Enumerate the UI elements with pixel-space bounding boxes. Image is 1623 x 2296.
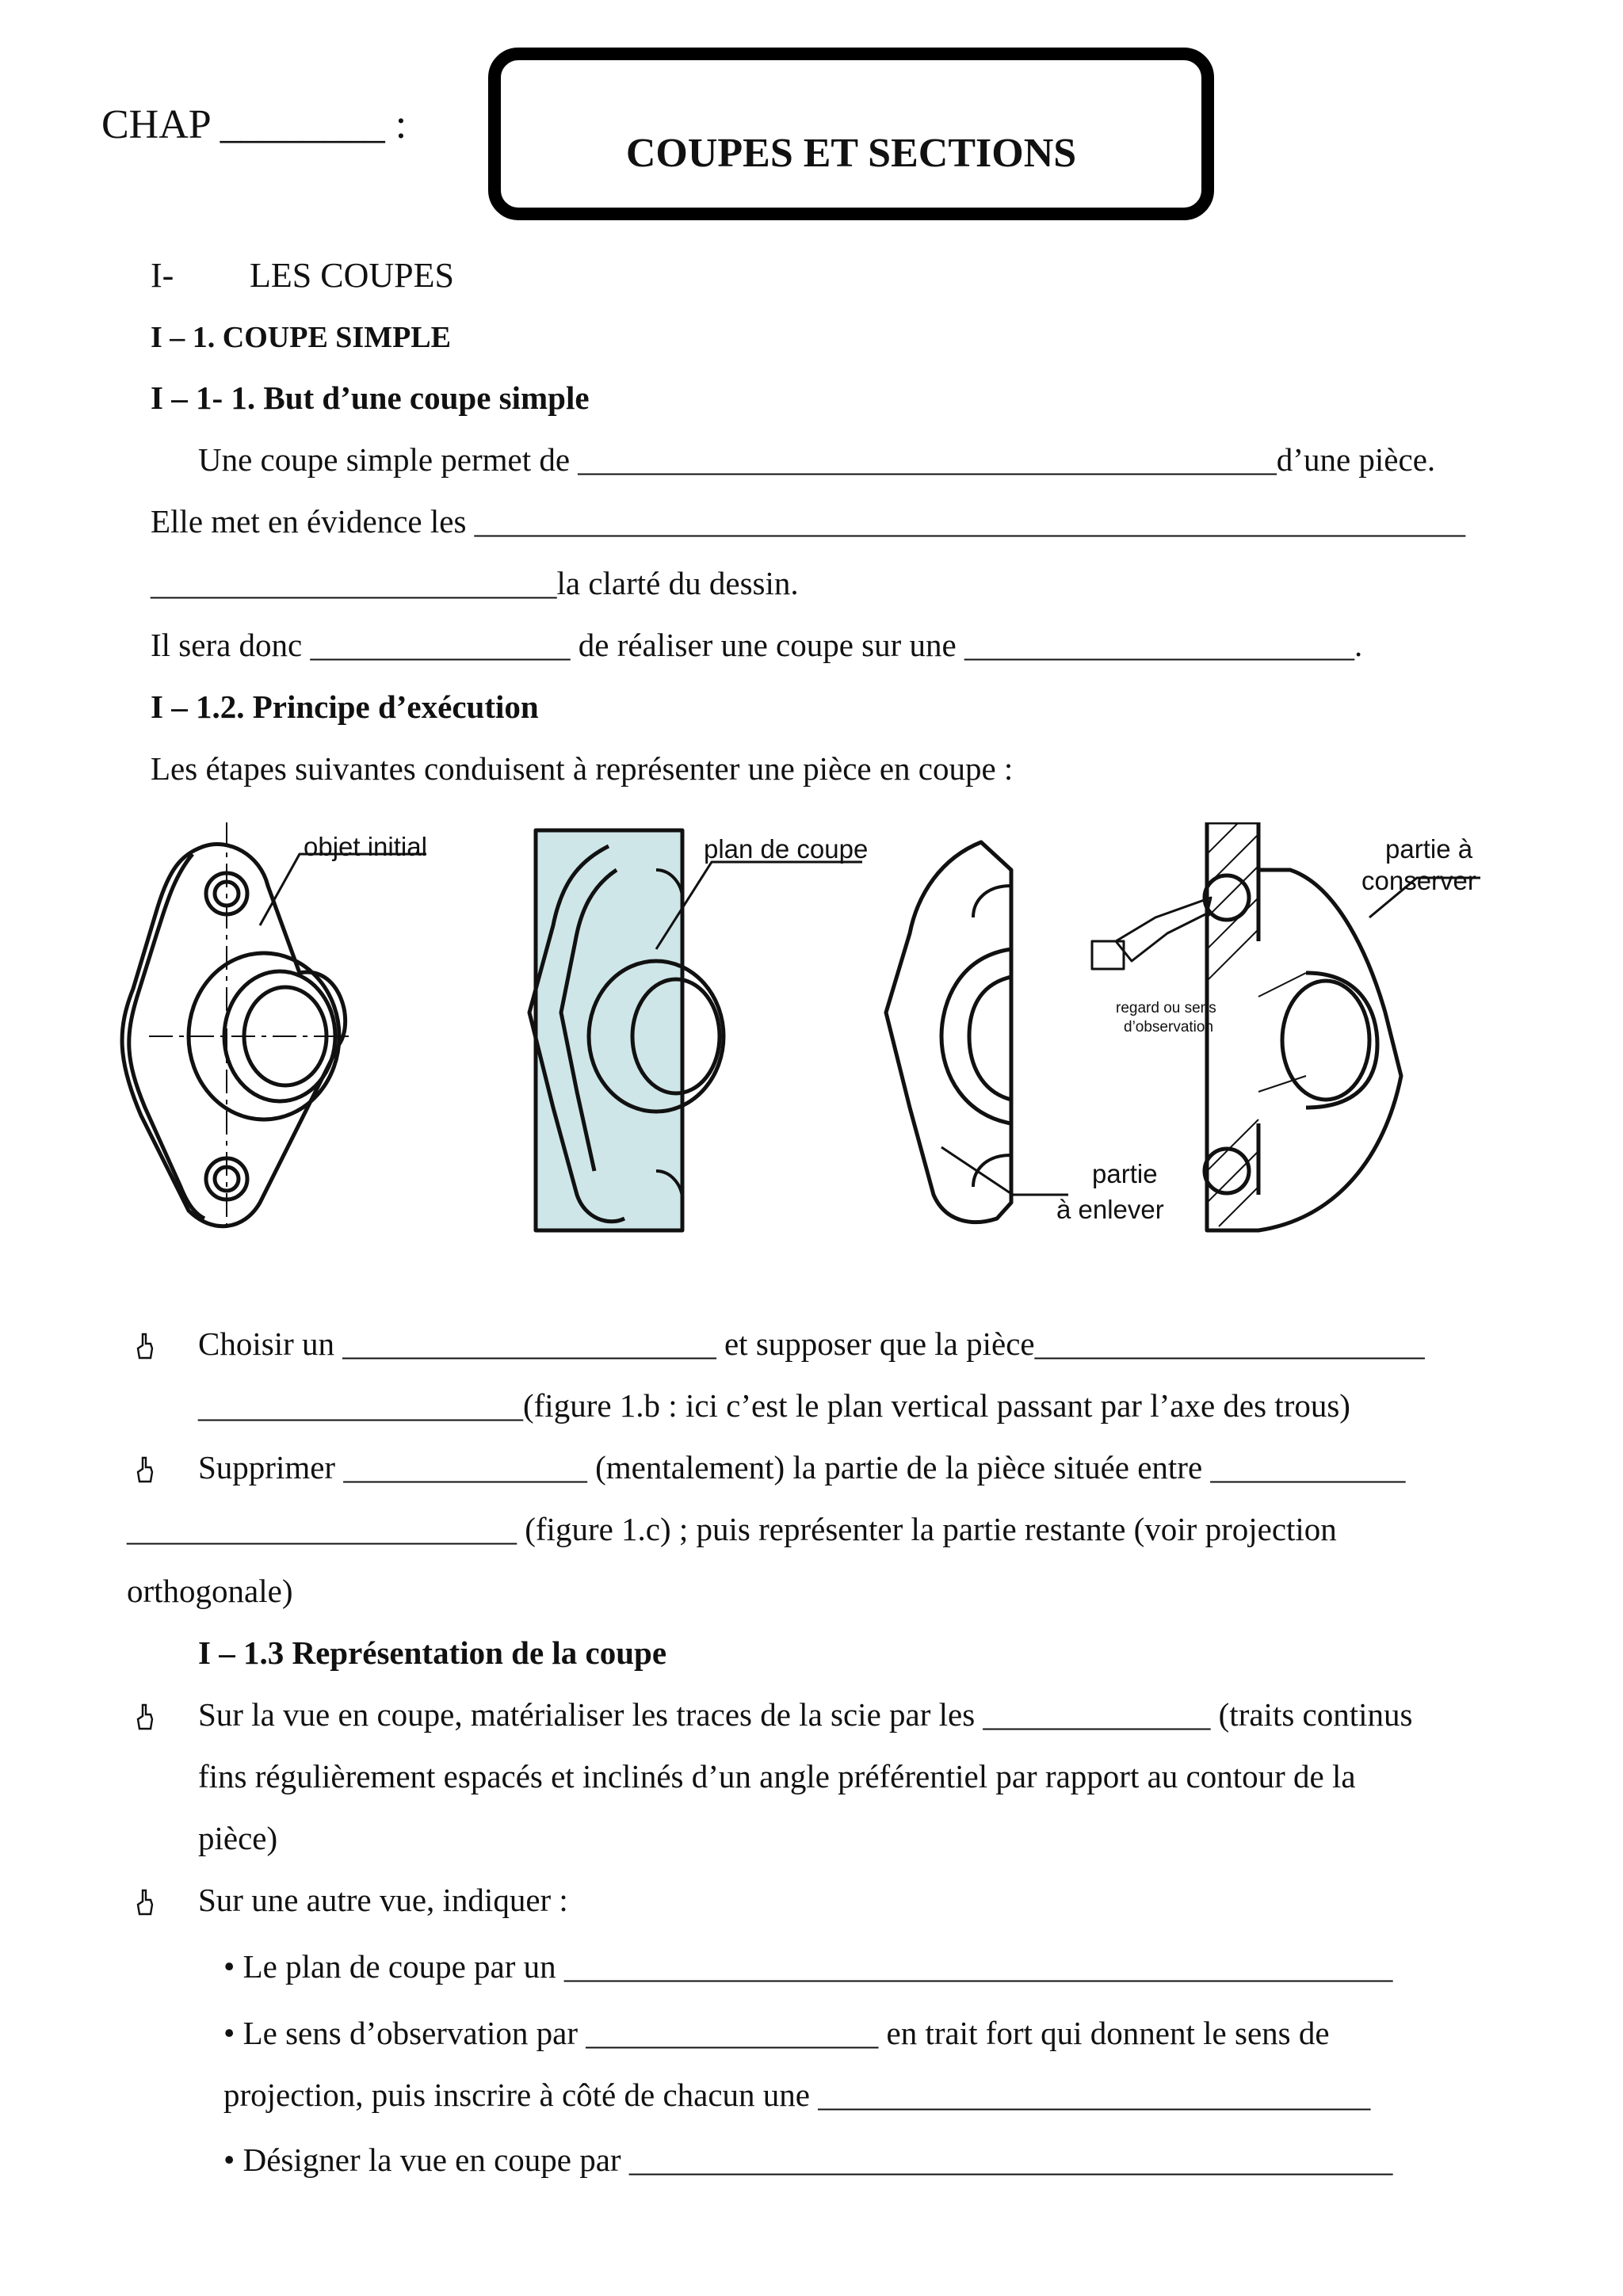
step-line: Sur une autre vue, indiquer : [198, 1882, 568, 1918]
figure-label: partie [1092, 1159, 1158, 1188]
paragraph-line: Elle met en évidence les _____________________________________________________________ [151, 503, 1466, 540]
figure-label: partie à [1385, 834, 1473, 864]
section-heading: LES COUPES [250, 256, 454, 295]
step-line: Choisir un _______________________ et supposer que la pièce________________________ [198, 1325, 1425, 1362]
chapter-label: CHAP ________ : [101, 102, 407, 147]
paragraph-line: _________________________la clarté du dessin. [151, 565, 799, 601]
step-line: Sur la vue en coupe, matérialiser les traces de la scie par les ______________ (traits continus [198, 1696, 1413, 1733]
detail-line: • Le sens d’observation par __________________ en trait fort qui donnent le sens de [223, 2015, 1330, 2051]
step-line: ____________________(figure 1.b : ici c’est le plan vertical passant par l’axe des trous) [198, 1387, 1350, 1424]
step-line: ________________________ (figure 1.c) ; puis représenter la partie restante (voir projection [127, 1511, 1337, 1547]
pointing-hand-icon [133, 1889, 157, 1916]
step-line: Supprimer _______________ (mentalement) la partie de la pièce située entre ____________ [198, 1449, 1406, 1486]
figure-label: objet initial [304, 832, 427, 861]
initial-object-drawing [122, 822, 426, 1234]
paragraph-line: Il sera donc ________________ de réaliser une coupe sur une ________________________. [151, 627, 1363, 663]
pointing-hand-icon [133, 1456, 157, 1483]
step-line: fins régulièrement espacés et inclinés d’un angle préférentiel par rapport au contour de la [198, 1758, 1356, 1794]
paragraph-line: Une coupe simple permet de ___________________________________________d’une pièce. [198, 441, 1436, 478]
section-number: I- [151, 256, 174, 295]
detail-line: projection, puis inscrire à côté de chacun une __________________________________ [223, 2077, 1371, 2113]
subsection-heading: I – 1.3 Représentation de la coupe [198, 1634, 667, 1671]
pointing-hand-icon [133, 1703, 157, 1730]
step-line: pièce) [198, 1820, 278, 1856]
paragraph-line: Les étapes suivantes conduisent à représenter une pièce en coupe : [151, 750, 1014, 787]
detail-line: • Le plan de coupe par un ___________________________________________________ [223, 1948, 1393, 1985]
detail-line: • Désigner la vue en coupe par _______________________________________________ [223, 2142, 1393, 2178]
page-title: COUPES ET SECTIONS [625, 131, 1077, 176]
section-steps-figure [101, 822, 1512, 1234]
figure-label: d’observation [1124, 1019, 1214, 1035]
step-line: orthogonale) [127, 1573, 293, 1609]
figure-label: à enlever [1056, 1195, 1164, 1224]
title-box [488, 48, 1214, 220]
subsection-heading: I – 1. COUPE SIMPLE [151, 321, 451, 354]
figure-label: plan de coupe [704, 834, 869, 864]
subsection-heading: I – 1- 1. But d’une coupe simple [151, 379, 590, 416]
cutting-plane-drawing [529, 830, 862, 1230]
figure-label: regard ou sens [1116, 1000, 1216, 1016]
subsection-heading: I – 1.2. Principe d’exécution [151, 688, 539, 725]
pointing-hand-icon [133, 1333, 157, 1360]
figure-label: conserver [1361, 866, 1476, 895]
